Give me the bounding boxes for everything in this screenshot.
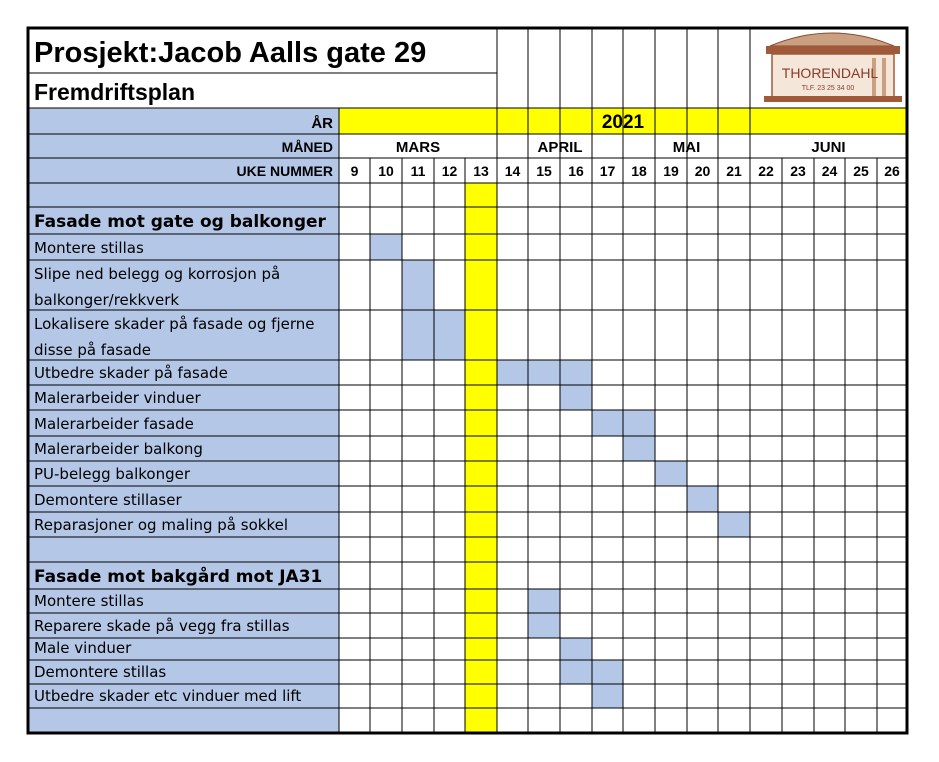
logo-pediment [770,33,894,46]
task-label: PU-belegg balkonger [34,465,191,483]
task-bar [402,260,434,310]
task-label: Demontere stillaser [34,491,182,509]
task-bar [560,660,592,684]
task-label: disse på fasade [34,341,152,359]
week-number: 16 [568,163,584,179]
logo-phone: TLF. 23 25 34 00 [801,85,855,92]
task-label: Montere stillas [34,592,144,610]
week-number: 22 [758,163,774,179]
month-label-juni: JUNI [811,139,846,156]
logo [764,33,902,102]
week-number: 18 [631,163,647,179]
week-number: 21 [726,163,742,179]
task-bar [623,410,655,436]
task-label: Montere stillas [34,239,144,257]
section-heading: Fasade mot bakgård mot JA31 [34,567,323,587]
task-label: Malerarbeider fasade [34,415,194,433]
task-label: Reparasjoner og maling på sokkel [34,516,288,534]
week-number: 17 [599,163,616,179]
page-title: Prosjekt:Jacob Aalls gate 29 [34,37,427,69]
task-bar [434,310,465,360]
task-bar [370,234,402,260]
week-number: 19 [663,163,679,179]
task-label: Reparere skade på vegg fra stillas [34,617,290,635]
task-bar [623,436,655,461]
task-bar [560,385,592,410]
task-label: Slipe ned belegg og korrosjon på [34,265,281,283]
month-label-mars: MARS [395,139,441,156]
task-bar [402,310,434,360]
task-bar [655,461,687,486]
week-number: 12 [441,163,458,179]
task-label: Utbedre skader på fasade [34,364,228,382]
task-bar [560,360,592,385]
task-label: Malerarbeider vinduer [34,389,201,407]
week-number: 14 [504,163,521,179]
row-label-fill [28,537,339,562]
task-label: balkonger/rekkverk [34,291,180,309]
week-number: 13 [473,163,489,179]
task-bar [528,613,560,638]
task-bar [592,684,623,708]
row-label-fill [28,708,339,733]
task-label: Demontere stillas [34,663,167,681]
month-label-mai: MAI [672,139,701,156]
week-number: 23 [790,163,806,179]
task-bar [718,512,750,537]
section-heading: Fasade mot gate og balkonger [34,212,326,232]
task-bar [528,589,560,613]
task-label: Utbedre skader etc vinduer med lift [34,687,302,705]
logo-column [882,58,886,96]
week-number: 25 [853,163,869,179]
task-bar [497,360,528,385]
week-number: 9 [350,163,359,179]
task-bar [592,410,623,436]
year-value: 2021 [601,112,645,133]
logo-base [764,96,902,102]
month-label: MÅNED [281,139,333,155]
week-number: 20 [694,163,711,179]
task-bar [592,660,623,684]
task-bar [560,638,592,660]
week-number: 11 [410,163,426,179]
current-week-highlight [465,183,497,733]
week-number: 24 [821,163,838,179]
week-number: 26 [884,163,900,179]
task-label: Lokalisere skader på fasade og fjerne [34,315,315,333]
logo-text: THORENDAHL [781,65,879,81]
week-label: UKE NUMMER [236,163,333,179]
task-bar [528,360,560,385]
task-bar [687,486,718,512]
year-label: ÅR [311,115,333,132]
month-label-april: APRIL [537,139,583,156]
logo-cornice [766,46,900,54]
week-number: 15 [536,163,552,179]
task-label: Male vinduer [34,639,132,657]
row-label-fill [28,183,339,207]
week-number: 10 [378,163,394,179]
task-label: Malerarbeider balkong [34,440,203,458]
page-subtitle: Fremdriftsplan [34,79,196,105]
